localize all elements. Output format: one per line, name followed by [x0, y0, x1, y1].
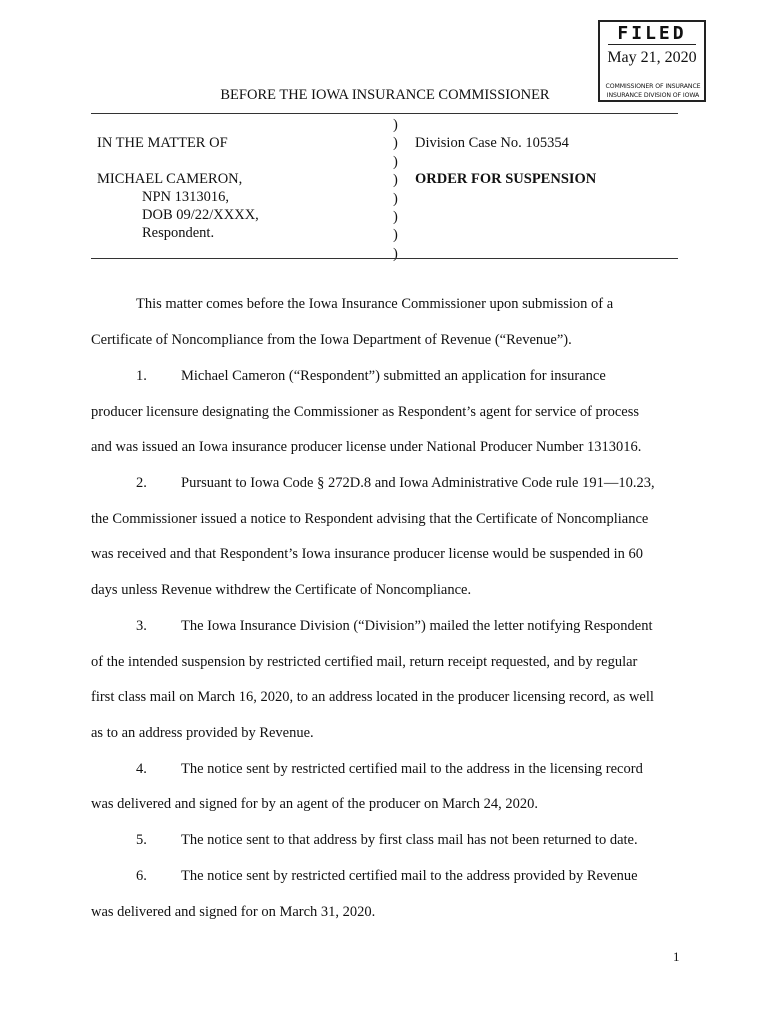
paragraph-number: 3. [136, 618, 147, 634]
paren: ) [393, 209, 398, 226]
paragraph-2-line: was received and that Respondent’s Iowa insurance producer license would be suspended in 60 [91, 546, 644, 562]
paren: ) [393, 153, 398, 170]
paragraph-1-line: Michael Cameron (“Respondent”) submitted an application for insurance [181, 368, 606, 384]
intro-line-2: Certificate of Noncompliance from the Iowa Department of Revenue (“Revenue”). [91, 332, 572, 348]
caption-dob: DOB 09/22/XXXX, [142, 207, 259, 223]
paren: ) [393, 135, 398, 152]
caption-parens [393, 116, 403, 263]
caption-matter: IN THE MATTER OF [97, 135, 228, 151]
paragraph-number: 6. [136, 868, 147, 884]
paragraph-number: 4. [136, 761, 147, 777]
caption-respondent-name: MICHAEL CAMERON, [97, 171, 243, 187]
paragraph-2-line: Pursuant to Iowa Code § 272D.8 and Iowa Administrative Code rule 191—10.23, [181, 475, 655, 491]
paren: ) [393, 227, 398, 244]
caption-npn: NPN 1313016, [142, 189, 230, 205]
paragraph-4-line: The notice sent by restricted certified mail to the address in the licensing record [181, 761, 643, 777]
stamp-filed-text: FILED [600, 23, 704, 44]
order-title: ORDER FOR SUSPENSION [415, 171, 597, 187]
case-number: Division Case No. 105354 [415, 135, 569, 151]
stamp-date: May 21, 2020 [607, 49, 697, 66]
paren: ) [393, 245, 398, 262]
paragraph-3-line: of the intended suspension by restricted certified mail, return receipt requested, and by regular [91, 654, 638, 670]
paragraph-number: 1. [136, 368, 147, 384]
caption-top-rule [91, 113, 678, 114]
caption-role: Respondent. [142, 225, 215, 241]
paragraph-5-line: The notice sent to that address by first class mail has not been returned to date. [181, 832, 638, 848]
intro-line-1: This matter comes before the Iowa Insurance Commissioner upon submission of a [136, 296, 614, 312]
paragraph-6-line: The notice sent by restricted certified mail to the address provided by Revenue [181, 868, 638, 884]
paragraph-4-line: was delivered and signed for by an agent of the producer on March 24, 2020. [91, 796, 538, 812]
document-heading: BEFORE THE IOWA INSURANCE COMMISSIONER [220, 87, 550, 103]
page-number: 1 [673, 949, 680, 964]
stamp-line-1: COMMISSIONER OF INSURANCE [605, 83, 701, 90]
stamp-line-2: INSURANCE DIVISION OF IOWA [606, 92, 700, 99]
caption-bottom-rule [91, 258, 678, 259]
paren: ) [393, 117, 398, 133]
paren: ) [393, 190, 398, 207]
paragraph-1-line: and was issued an Iowa insurance producer license under National Producer Number 1313016. [91, 439, 642, 455]
paragraph-3-line: first class mail on March 16, 2020, to an address located in the producer licensing record, as well [91, 689, 654, 705]
paragraph-3-line: as to an address provided by Revenue. [91, 725, 314, 741]
paragraph-6-line: was delivered and signed for on March 31, 2020. [91, 904, 376, 920]
paragraph-3-line: The Iowa Insurance Division (“Division”) mailed the letter notifying Respondent [181, 618, 653, 634]
paragraph-number: 5. [136, 832, 147, 848]
paragraph-2-line: the Commissioner issued a notice to Respondent advising that the Certificate of Noncompliance [91, 511, 649, 527]
paragraph-1-line: producer licensure designating the Commissioner as Respondent’s agent for service of process [91, 404, 640, 420]
paragraph-2-line: days unless Revenue withdrew the Certificate of Noncompliance. [91, 582, 472, 598]
paragraph-number: 2. [136, 475, 147, 491]
paren: ) [393, 172, 398, 189]
